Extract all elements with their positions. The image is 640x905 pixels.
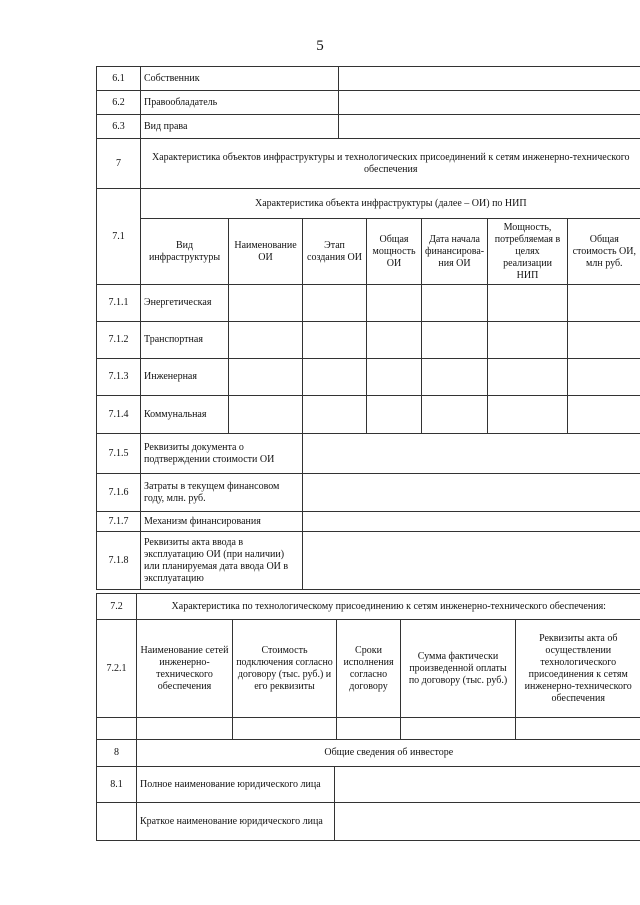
column-header: Наименование сетей инженерно-технического обеспечения [137,620,233,718]
section-7-table [96,138,640,189]
row-number [97,803,137,841]
row-number: 6.3 [97,115,141,139]
row-number: 7.2 [97,594,137,620]
infrastructure-details-table [96,433,640,590]
row-number: 7.2.1 [97,620,137,718]
row-number: 7.1.5 [97,434,141,474]
investor-table [96,739,640,841]
column-header: Этап создания ОИ [303,219,367,285]
row-number: 8.1 [97,767,137,803]
page-number: 5 [316,38,324,54]
row-label: Вид права [141,115,339,139]
infrastructure-table [96,188,640,434]
row-label: Реквизиты документа о подтверждении стоимости ОИ [141,434,303,474]
row-number: 6.1 [97,67,141,91]
value-cell [339,67,640,91]
row-number: 7.1.8 [97,532,141,590]
row-number: 7.1.4 [97,396,141,434]
section-number: 8 [97,740,137,767]
row-number: 7.1 [97,189,141,285]
row-label: Краткое наименование юридического лица [137,803,335,841]
column-header: Дата начала финансирова-ния ОИ [422,219,488,285]
owner-table [96,66,640,139]
column-header: Стоимость подключения согласно договору (тыс. руб.) и его реквизиты [233,620,337,718]
value-cell [339,91,640,115]
row-label: Затраты в текущем финансовом году, млн. руб. [141,474,303,512]
connection-table [96,593,640,740]
column-header: Общая мощность ОИ [367,219,422,285]
column-header: Реквизиты акта об осуществлении технологического присоединения к сетям инженерно-технического обеспечения [516,620,640,718]
section-number: 7 [97,139,141,189]
row-number: 7.1.3 [97,359,141,396]
subsection-title: Характеристика объекта инфраструктуры (далее – ОИ) по НИП [141,189,640,219]
column-header: Сроки исполнения согласно договору [337,620,401,718]
row-label: Полное наименование юридического лица [137,767,335,803]
row-number: 6.2 [97,91,141,115]
value-cell [339,115,640,139]
row-label: Правообладатель [141,91,339,115]
section-title: Общие сведения об инвесторе [137,740,640,767]
row-label: Реквизиты акта ввода в эксплуатацию ОИ (при наличии) или планируемая дата ввода ОИ в эксплуатацию [141,532,303,590]
row-number: 7.1.1 [97,285,141,322]
row-number: 7.1.2 [97,322,141,359]
row-number: 7.1.6 [97,474,141,512]
row-number: 7.1.7 [97,512,141,532]
column-header: Мощность, потребляемая в целях реализации НИП [488,219,568,285]
row-label: Энергетическая [141,285,229,322]
column-header: Общая стоимость ОИ, млн руб. [568,219,640,285]
row-label: Коммунальная [141,396,229,434]
row-label: Инженерная [141,359,229,396]
column-header: Наименование ОИ [229,219,303,285]
subsection-title: Характеристика по технологическому присоединению к сетям инженерно-технического обеспечения: [137,594,640,620]
column-header: Вид инфраструктуры [141,219,229,285]
section-title: Характеристика объектов инфраструктуры и технологических присоединений к сетям инженерно-технического обеспечения [141,139,640,189]
row-label: Транспортная [141,322,229,359]
column-header: Сумма фактически произведенной оплаты по договору (тыс. руб.) [401,620,516,718]
row-label: Механизм финансирования [141,512,303,532]
row-label: Собственник [141,67,339,91]
